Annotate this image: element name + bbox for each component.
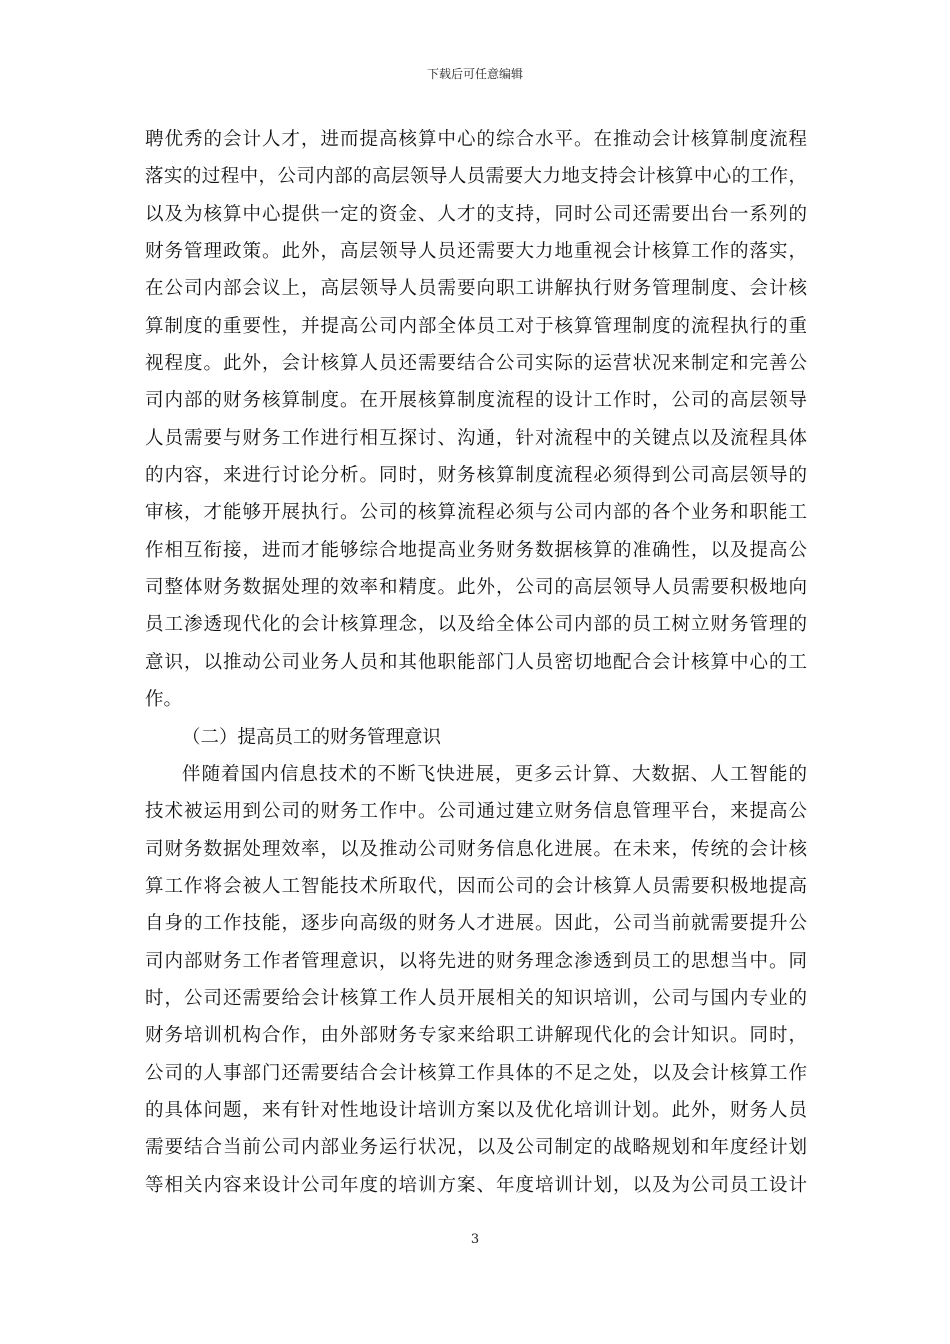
text-line: 审核，才能够开展执行。公司的核算流程必须与公司内部的各个业务和职能工 (145, 502, 807, 524)
text-line: 技术被运用到公司的财务工作中。公司通过建立财务信息管理平台，来提高公 (145, 801, 807, 823)
text-line: 财务培训机构合作，由外部财务专家来给职工讲解现代化的会计知识。同时， (145, 1025, 807, 1047)
text-line: 公司的人事部门还需要结合会计核算工作具体的不足之处，以及会计核算工作 (145, 1062, 807, 1084)
text-line: 司财务数据处理效率，以及推动公司财务信息化进展。在未来，传统的会计核 (145, 838, 807, 860)
section-heading: （二）提高员工的财务管理意识 (182, 726, 442, 748)
page-header: 下载后可任意编辑 (426, 67, 523, 81)
text-line: 以及为核算中心提供一定的资金、人才的支持，同时公司还需要出台一系列的 (145, 203, 807, 225)
text-line: 司内部财务工作者管理意识，以将先进的财务理念渗透到员工的思想当中。同 (145, 950, 807, 972)
text-line: 司整体财务数据处理的效率和精度。此外，公司的高层领导人员需要积极地向 (145, 577, 807, 599)
text-line: 视程度。此外，会计核算人员还需要结合公司实际的运营状况来制定和完善公 (145, 353, 807, 375)
text-line: 司内部的财务核算制度。在开展核算制度流程的设计工作时，公司的高层领导 (145, 390, 807, 412)
text-line: 自身的工作技能，逐步向高级的财务人才进展。因此，公司当前就需要提升公 (145, 913, 807, 935)
text-line: 需要结合当前公司内部业务运行状况，以及公司制定的战略规划和年度经计划 (145, 1137, 807, 1159)
text-line: 员工渗透现代化的会计核算理念，以及给全体公司内部的员工树立财务管理的 (145, 614, 807, 636)
text-line: 作。 (145, 689, 183, 711)
text-line: 在公司内部会议上，高层领导人员需要向职工讲解执行财务管理制度、会计核 (145, 278, 807, 300)
text-line: 算制度的重要性，并提高公司内部全体员工对于核算管理制度的流程执行的重 (145, 315, 807, 337)
text-line: 算工作将会被人工智能技术所取代，因而公司的会计核算人员需要积极地提高 (145, 875, 807, 897)
text-line: 的内容，来进行讨论分析。同时，财务核算制度流程必须得到公司高层领导的 (145, 465, 807, 487)
text-line: 人员需要与财务工作进行相互探讨、沟通，针对流程中的关键点以及流程具体 (145, 427, 807, 449)
text-line: 的具体问题，来有针对性地设计培训方案以及优化培训计划。此外，财务人员 (145, 1099, 807, 1121)
text-line: 聘优秀的会计人才，进而提高核算中心的综合水平。在推动会计核算制度流程 (145, 129, 807, 150)
text-line: 财务管理政策。此外，高层领导人员还需要大力地重视会计核算工作的落实， (145, 241, 807, 263)
text-line: 作相互衔接，进而才能够综合地提高业务财务数据核算的准确性，以及提高公 (145, 539, 807, 561)
text-line: 落实的过程中，公司内部的高层领导人员需要大力地支持会计核算中心的工作， (145, 166, 807, 188)
text-line: 伴随着国内信息技术的不断飞快进展，更多云计算、大数据、人工智能的 (182, 763, 807, 785)
text-line: 意识，以推动公司业务人员和其他职能部门人员密切地配合会计核算中心的工 (145, 651, 807, 673)
text-line: 等相关内容来设计公司年度的培训方案、年度培训计划，以及为公司员工设计 (145, 1174, 807, 1196)
page-number: 3 (470, 1232, 480, 1247)
document-body (145, 121, 807, 1204)
text-line: 时，公司还需要给会计核算工作人员开展相关的知识培训，公司与国内专业的 (145, 987, 807, 1009)
